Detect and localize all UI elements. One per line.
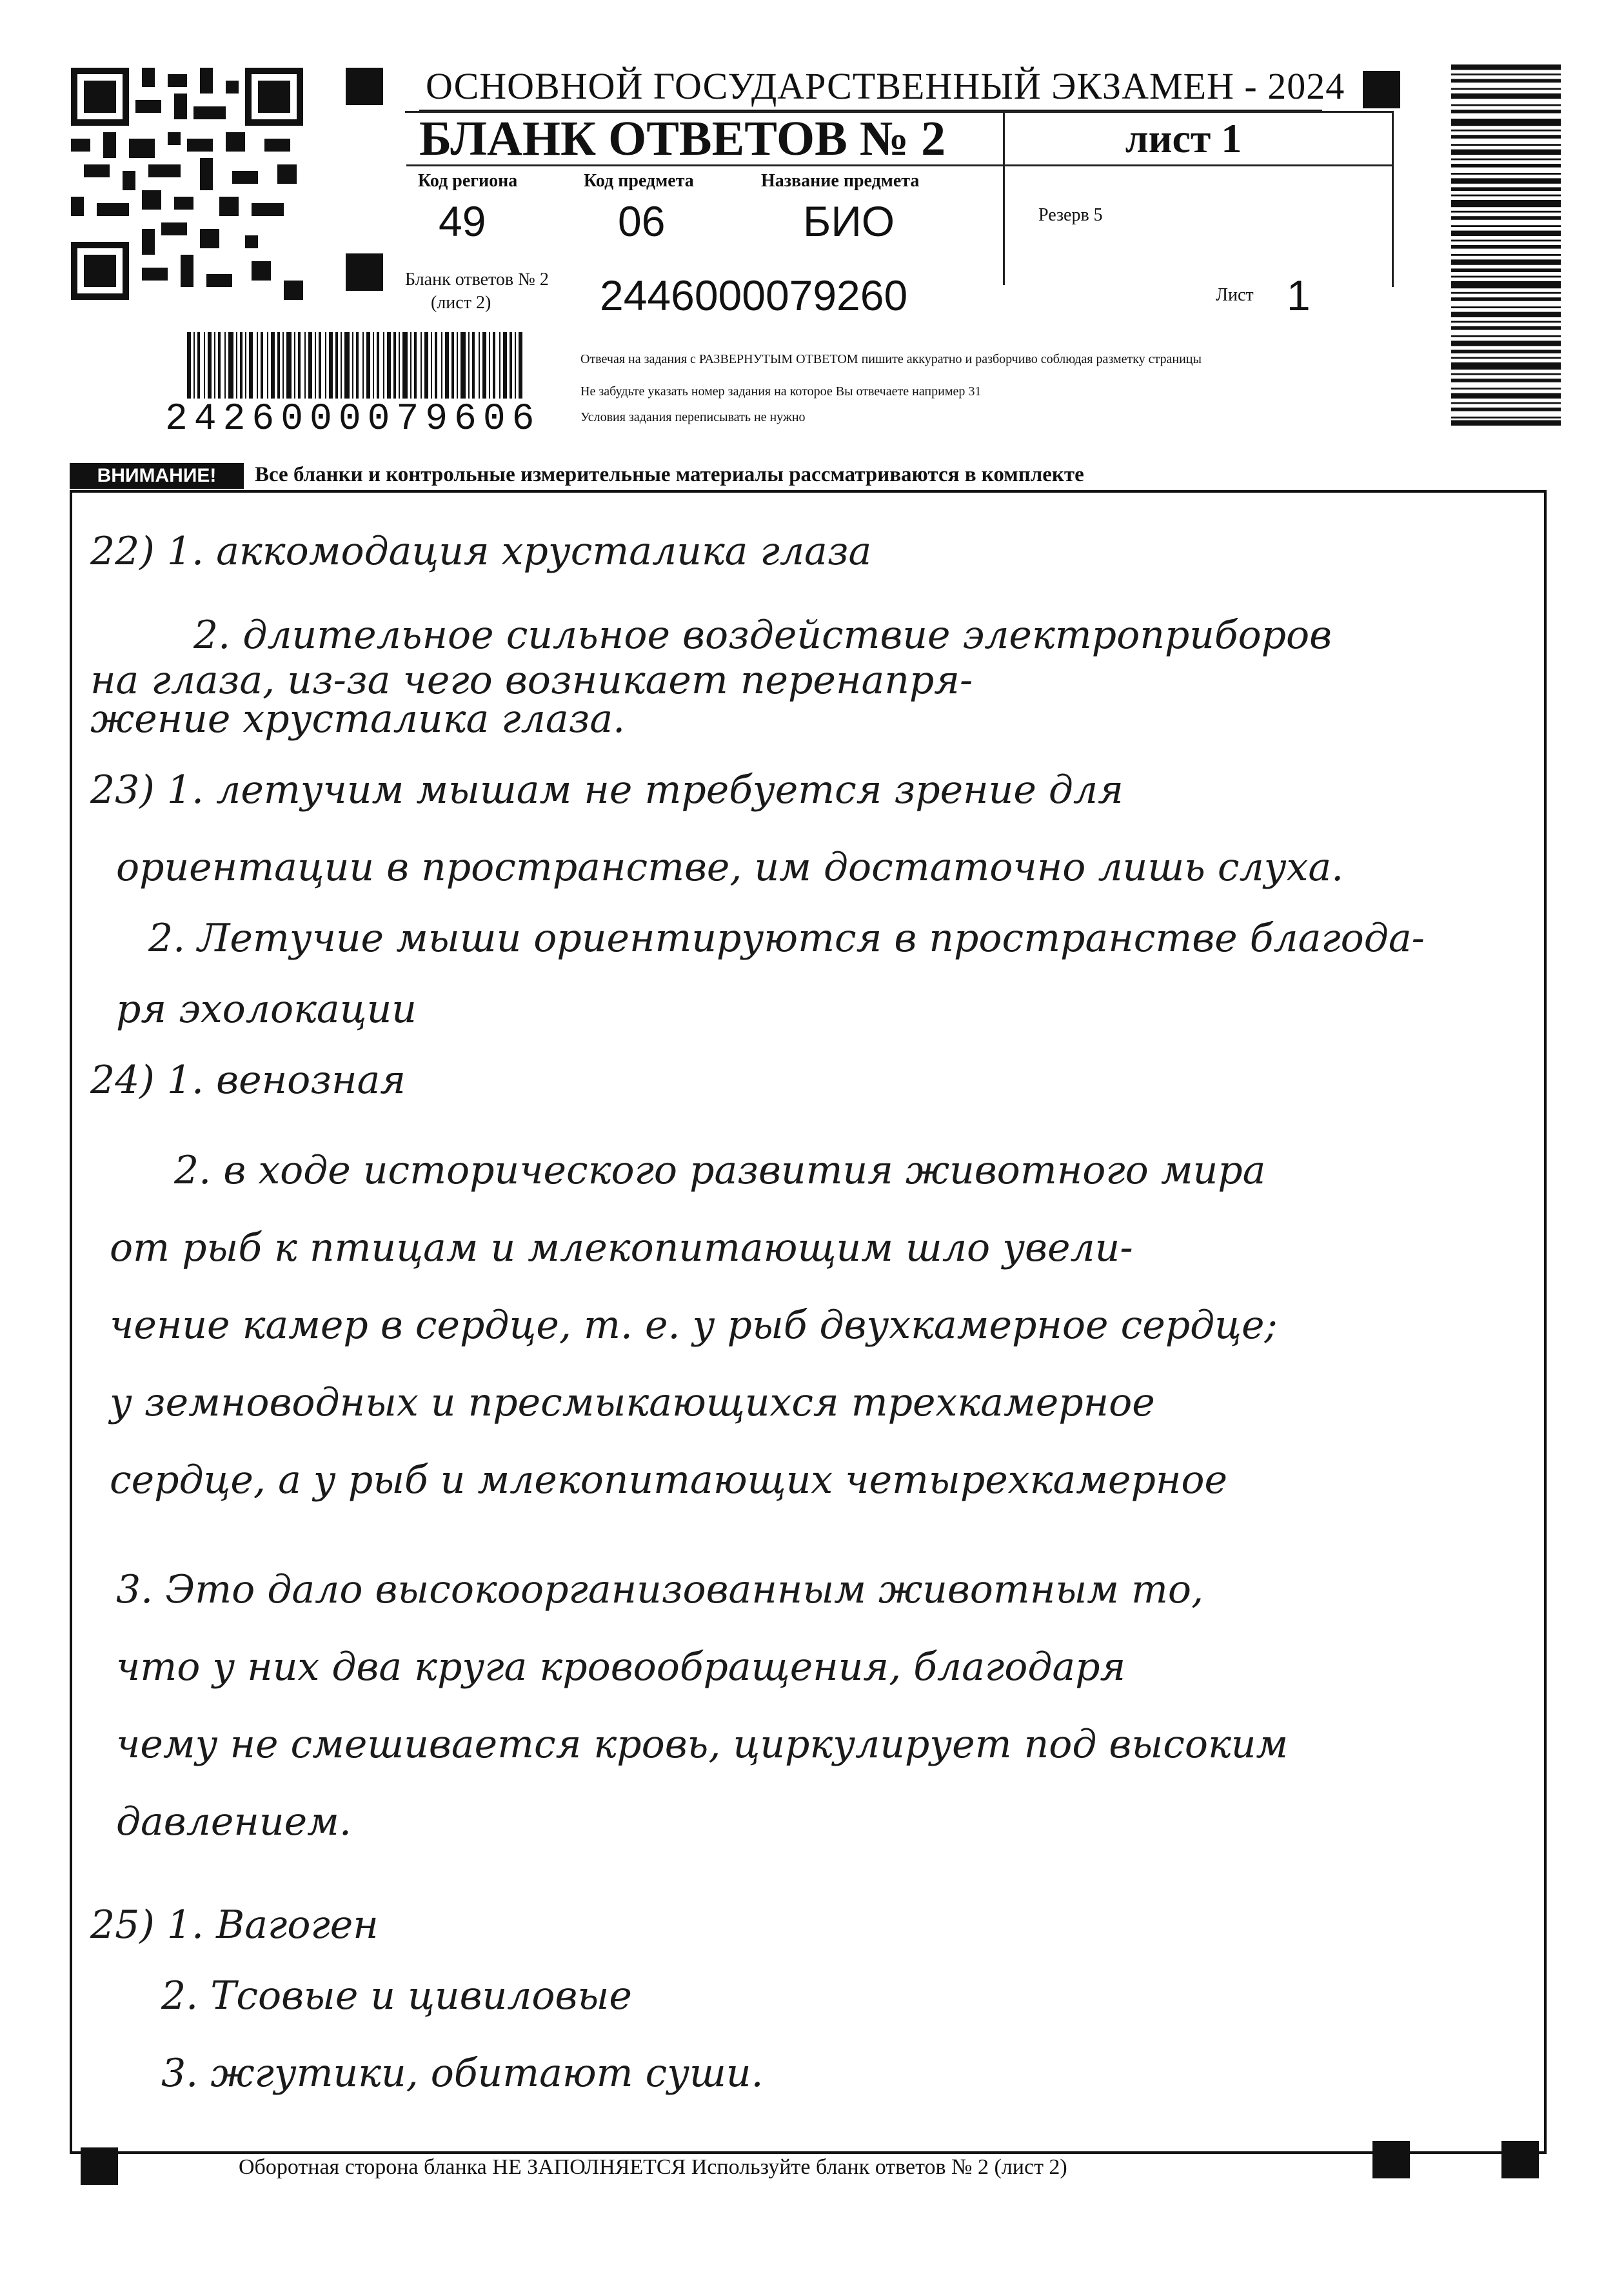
sheet-title: лист 1 [1125, 115, 1242, 161]
answer-line: 3. Это дало высокоорганизованным животным то, [116, 1567, 1204, 1612]
qr-code [71, 68, 303, 300]
instruction-1: Отвечая на задания с РАЗВЕРНУТЫМ ОТВЕТОМ пишите аккуратно и разборчиво соблюдая разметку страницы [580, 352, 1202, 366]
subject-code-caption: Код предмета [584, 171, 694, 191]
region-caption: Код региона [418, 171, 518, 191]
registration-marker-top-right [1363, 71, 1400, 108]
form-title: БЛАНК ОТВЕТОВ № 2 [419, 112, 946, 166]
subject-name-value: БИО [803, 197, 895, 245]
answer-line: на глаза, из-за чего возникает перенапря- [90, 658, 973, 703]
subject-code-value: 06 [618, 197, 666, 245]
vertical-barcode [1451, 64, 1561, 426]
answer-line: 23) 1. летучим мышам не требуется зрение для [90, 767, 1124, 813]
attention-text: Все бланки и контрольные измерительные материалы рассматриваются в комплекте [255, 463, 1084, 486]
instruction-3: Условия задания переписывать не нужно [580, 410, 806, 424]
answer-line: 24) 1. венозная [90, 1058, 406, 1103]
sheet-number: 1 [1287, 271, 1311, 319]
answer-line: чение камер в сердце, т. е. у рыб двухкамерное сердце; [110, 1303, 1278, 1348]
answer-line: 2. Летучие мыши ориентируются в пространстве благода- [148, 916, 1425, 961]
answer-line: от рыб к птицам и млекопитающим шло увели- [110, 1225, 1133, 1270]
answer-line: жение хрусталика глаза. [90, 696, 626, 742]
instruction-2: Не забудьте указать номер задания на которое Вы отвечаете например 31 [580, 384, 982, 399]
reserve-label: Резерв 5 [1038, 205, 1103, 225]
answer-line: ориентации в пространстве, им достаточно лишь слуха. [116, 845, 1344, 890]
region-value: 49 [439, 197, 486, 245]
registration-marker-top-left [346, 68, 383, 105]
answer-line: 22) 1. аккомодация хрусталика глаза [90, 529, 872, 574]
barcode-digits: 2426000079606 [161, 399, 544, 440]
answer-line: чему не смешивается кровь, циркулирует под высоким [116, 1722, 1289, 1767]
answer-line: ря эхолокации [116, 987, 417, 1032]
answer-line: сердце, а у рыб и млекопитающих четырехкамерное [110, 1457, 1228, 1503]
answer-line: давлением. [116, 1799, 352, 1844]
exam-title: ОСНОВНОЙ ГОСУДАРСТВЕННЫЙ ЭКЗАМЕН - 2024 [426, 65, 1345, 107]
answer-line: 2. Тсовые и цивиловые [161, 1973, 632, 2018]
answer-line: 2. длительное сильное воздействие электроприборов [193, 613, 1332, 658]
footer-note: Оборотная сторона бланка НЕ ЗАПОЛНЯЕТСЯ Используйте бланк ответов № 2 (лист 2) [239, 2155, 1067, 2179]
sheet-label: Лист [1216, 285, 1254, 305]
form-number: 2446000079260 [600, 271, 908, 319]
answer-line: 3. жгутики, обитают суши. [161, 2051, 764, 2096]
answer-line: что у них два круга кровообращения, благодаря [116, 1644, 1126, 1690]
answer-line: 25) 1. Вагоген [90, 1902, 379, 1948]
form-ref-line1: Бланк ответов № 2 [405, 270, 549, 290]
subject-name-caption: Название предмета [761, 171, 920, 191]
answer-line: у земноводных и пресмыкающихся трехкамерное [110, 1380, 1155, 1425]
registration-marker-mid-left [346, 253, 383, 291]
form-ref-line2: (лист 2) [431, 293, 491, 313]
attention-badge: ВНИМАНИЕ! [70, 463, 244, 489]
header-divider-vertical [1003, 111, 1005, 285]
answer-line: 2. в ходе исторического развития животного мира [174, 1148, 1266, 1193]
